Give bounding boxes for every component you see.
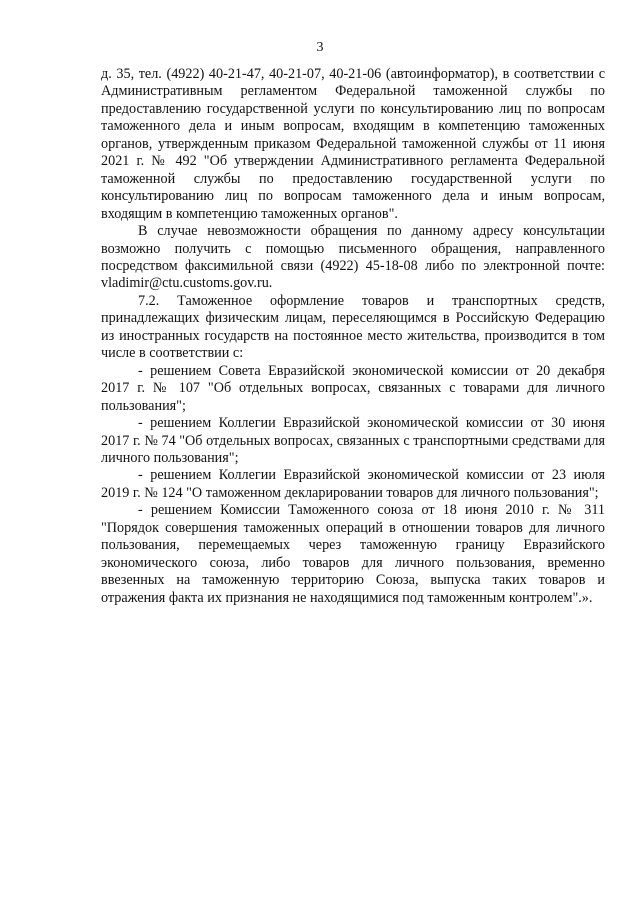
list-item-decision-311: - решением Комиссии Таможенного союза от 18 июня 2010 г. № 311 "Порядок совершения таможенных операций в отношении товаров для личного пользования, перемещаемых через таможенную границу Евразийского экономического союза, либо товаров для личного пользования, временно ввезенных на таможенную территорию Союза, выпуска таких товаров и отражения факта их признания не находящимися под таможенным контролем".». xyxy=(101,502,605,606)
page-number: 3 xyxy=(316,40,324,55)
list-item-decision-124: - решением Коллегии Евразийской экономической комиссии от 23 июля 2019 г. № 124 "О таможенном декларировании товаров для личного пользования"; xyxy=(101,467,605,501)
paragraph-address-continuation: д. 35, тел. (4922) 40-21-47, 40-21-07, 40-21-06 (автоинформатор), в соответствии с Административным регламентом Федеральной таможенной службы по предоставлению государственной услуги по консультированию лиц по вопросам таможенного дела и иным вопросам, входящим в компетенцию таможенных органов, утвержденным приказом Федеральной таможенной службы от 11 июня 2021 г. № 492 "Об утверждении Административного регламента Федеральной таможенной службы по предоставлению государственной услуги по консультированию лиц по вопросам таможенного дела и иным вопросам, входящим в компетенцию таможенных органов". xyxy=(101,66,605,222)
list-item-decision-107: - решением Совета Евразийской экономической комиссии от 20 декабря 2017 г. № 107 "Об отдельных вопросах, связанных с товарами для личного пользования"; xyxy=(101,362,605,414)
paragraph-written-consultation: В случае невозможности обращения по данному адресу консультации возможно получить с помощью письменного обращения, направленного посредством факсимильной связи (4922) 45-18-08 либо по электронной почте: vladimir@ctu.customs.gov.ru. xyxy=(101,223,605,292)
list-item-decision-74: - решением Коллегии Евразийской экономической комиссии от 30 июня 2017 г. № 74 "Об отдельных вопросах, связанных с транспортными средствами для личного пользования"; xyxy=(101,415,605,466)
document-body xyxy=(101,66,605,607)
paragraph-7-2: 7.2. Таможенное оформление товаров и транспортных средств, принадлежащих физическим лицам, переселяющимся в Российскую Федерацию из иностранных государств на постоянное место жительства, производится в том числе в соответствии с: xyxy=(101,292,605,362)
